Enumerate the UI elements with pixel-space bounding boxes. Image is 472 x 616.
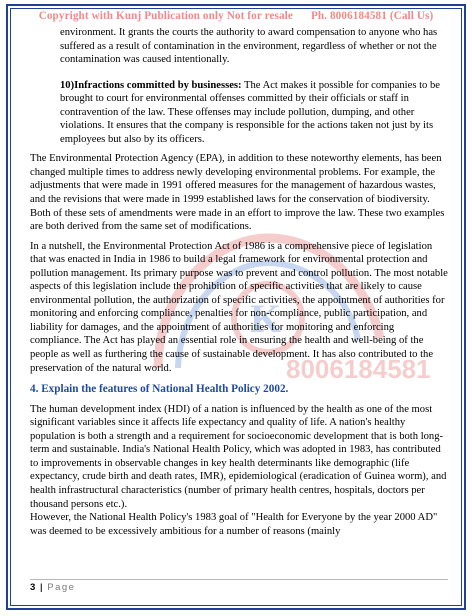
epa-paragraph: The Environmental Protection Agency (EPA), in addition to these noteworthy elements, has been changed multiple times to address newly developing environmental problems. For example, the adjustments that were made in 1991 offered measures for the management of hazardous wastes, and the revisions that were made in 1999 established laws for the conservation of biodiversity. Both of these sets of amendments were made in an effort to improve the law. These two examples are both derived from the same set of modifications.	[30, 153, 445, 233]
continuation-paragraph: environment. It grants the courts the authority to award compensation to anyone who has suffered as a result of contamination in the environment, regardless of whether or not the contamination was caused intentionally.	[60, 27, 438, 66]
list-item-10-body: The Act makes it possible for companies to be brought to court for environmental offenses committed by their officials or staff in contravention of the law. These offenses may include pollution, dumping, and other violations. It ensures that the company is responsible for the actions taken not just by its employees but also by its officers.	[60, 79, 440, 145]
svg-text:K: K	[250, 296, 282, 341]
page-header	[0, 10, 472, 22]
header-copyright: Copyright with Kunj Publication only Not for resale	[38, 10, 293, 22]
footer-page-word: Page	[47, 582, 76, 593]
question-4-heading: 4. Explain the features of National Health Policy 2002.	[30, 383, 289, 396]
footer-separator: |	[39, 582, 43, 593]
list-item-10-number: 10)	[60, 79, 75, 91]
hdi-paragraph: The human development index (HDI) of a nation is influenced by the health as one of the most significant variables since it affects life expectancy and quality of life. A nation's healthy population is both a strength and a requirement for socioeconomic development that is both long-term and sustainable. India's National Health Policy, which was adopted in 1983, has contributed to improvements in observable changes in key health determinants like demographic (life expectancy, crude birth and death rates, IMR), epidemiological (eradication of Guinea worm), and health infrastructural characteristics (number of primary health centres, hospitals, doctors per thousand persons etc.).	[30, 403, 447, 510]
list-item-10	[30, 79, 448, 147]
watermark-phone-text: 8006184581	[286, 354, 431, 384]
header-phone: Ph. 8006184581 (Call Us)	[310, 10, 434, 22]
list-item-10-text	[60, 79, 448, 147]
page-content	[30, 26, 448, 538]
summary-paragraph: In a nutshell, the Environmental Protection Act of 1986 is a comprehensive piece of legislation that was enacted in India in 1986 to build a legal framework for environmental protection and pollution management. Its primary purpose was to prevent and control pollution. The most notable aspects of this legislation include the prohibition of specific activities that are likely to cause environmental pollution, the authorization of specific activities, the appointment of authorities for monitoring and enforcing compliance, penalties for non-compliance, public participation, and liability for damages, and the appointment of authorities for monitoring and enforcing compliance. The Act has played an essential role in ensuring the health and well-being of the people as well as furthering the cause of sustainable development. It has also contributed to the preservation of the natural world.	[30, 240, 448, 374]
page-footer	[30, 579, 448, 593]
however-paragraph: However, the National Health Policy's 1983 goal of "Health for Everyone by the year 2000 AD" was deemed to be excessively ambitious for a number of reasons (mainly	[30, 512, 438, 537]
list-item-10-title: Infractions committed by businesses:	[74, 79, 242, 91]
footer-page-number: 3	[30, 582, 36, 593]
